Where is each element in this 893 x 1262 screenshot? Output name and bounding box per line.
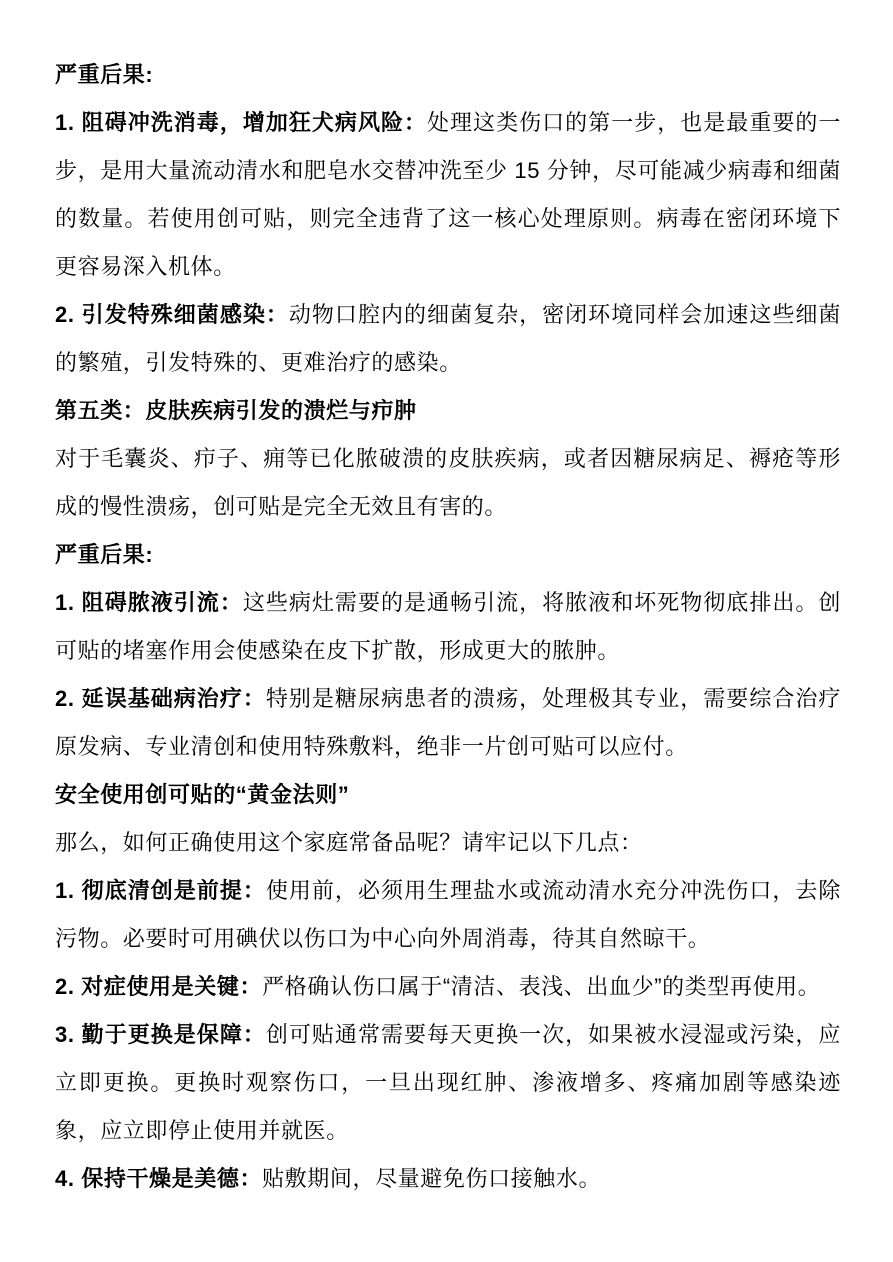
text-run: 那么，如何正确使用这个家庭常备品呢？请牢记以下几点： [55,830,643,855]
text-run: 处理这类伤口的第一步，也是最重要的一步，是用大量流动清水和肥皂水交替冲洗至少 15 分钟，尽可能减少病毒和细菌的数量。若使用创可贴，则完全违背了这一核心处理原则。病毒在密闭环境下更容易深入机体。 [55,110,841,279]
body-paragraph [55,435,841,531]
bold-text-run: 严重后果: [55,62,154,87]
text-run: 特别是糖尿病患者的溃疡，处理极其专业，需要综合治疗原发病、专业清创和使用特殊敷料，绝非一片创可贴可以应付。 [55,686,841,759]
text-run: 使用前，必须用生理盐水或流动清水充分冲洗伤口，去除污物。必要时可用碘伏以伤口为中心向外周消毒，待其自然晾干。 [55,878,841,951]
numbered-item-paragraph [55,291,841,387]
bold-text-run: 1. 阻碍脓液引流： [55,590,243,615]
bold-text-run: 安全使用创可贴的“黄金法则” [55,782,350,807]
text-run: 对于毛囊炎、疖子、痈等已化脓破溃的皮肤疾病，或者因糖尿病足、褥疮等形成的慢性溃疡，创可贴是完全无效且有害的。 [55,446,841,519]
numbered-item-paragraph [55,867,841,963]
numbered-item-paragraph [55,1155,841,1203]
bold-text-run: 4. 保持干燥是美德： [55,1166,263,1191]
text-run: 创可贴通常需要每天更换一次，如果被水浸湿或污染，应立即更换。更换时观察伤口，一旦出现红肿、渗液增多、疼痛加剧等感染迹象，应立即停止使用并就医。 [55,1022,841,1143]
bold-text-run: 2. 延误基础病治疗： [55,686,266,711]
text-run: 贴敷期间，尽量避免伤口接触水。 [262,1166,602,1191]
bold-text-run: 3. 勤于更换是保障： [55,1022,266,1047]
body-paragraph [55,819,841,867]
numbered-item-paragraph [55,99,841,291]
bold-text-run: 1. 阻碍冲洗消毒，增加狂犬病风险： [55,110,428,135]
numbered-item-paragraph [55,579,841,675]
bold-text-run: 2. 引发特殊细菌感染： [55,302,289,327]
text-run: 动物口腔内的细菌复杂，密闭环境同样会加速这些细菌的繁殖，引发特殊的、更难治疗的感染。 [55,302,841,375]
section-heading [55,51,841,99]
section-heading [55,531,841,579]
section-heading [55,771,841,819]
document-body [55,51,841,1203]
numbered-item-paragraph [55,675,841,771]
text-run: 这些病灶需要的是通畅引流，将脓液和坏死物彻底排出。创可贴的堵塞作用会使感染在皮下扩散，形成更大的脓肿。 [55,590,841,663]
numbered-item-paragraph [55,963,841,1011]
bold-text-run: 2. 对症使用是关键： [55,974,263,999]
text-run: 严格确认伤口属于“清洁、表浅、出血少”的类型再使用。 [262,974,821,999]
numbered-item-paragraph [55,1011,841,1155]
bold-text-run: 严重后果: [55,542,154,567]
bold-text-run: 第五类：皮肤疾病引发的溃烂与疖肿 [55,398,417,423]
bold-text-run: 1. 彻底清创是前提： [55,878,266,903]
section-heading [55,387,841,435]
